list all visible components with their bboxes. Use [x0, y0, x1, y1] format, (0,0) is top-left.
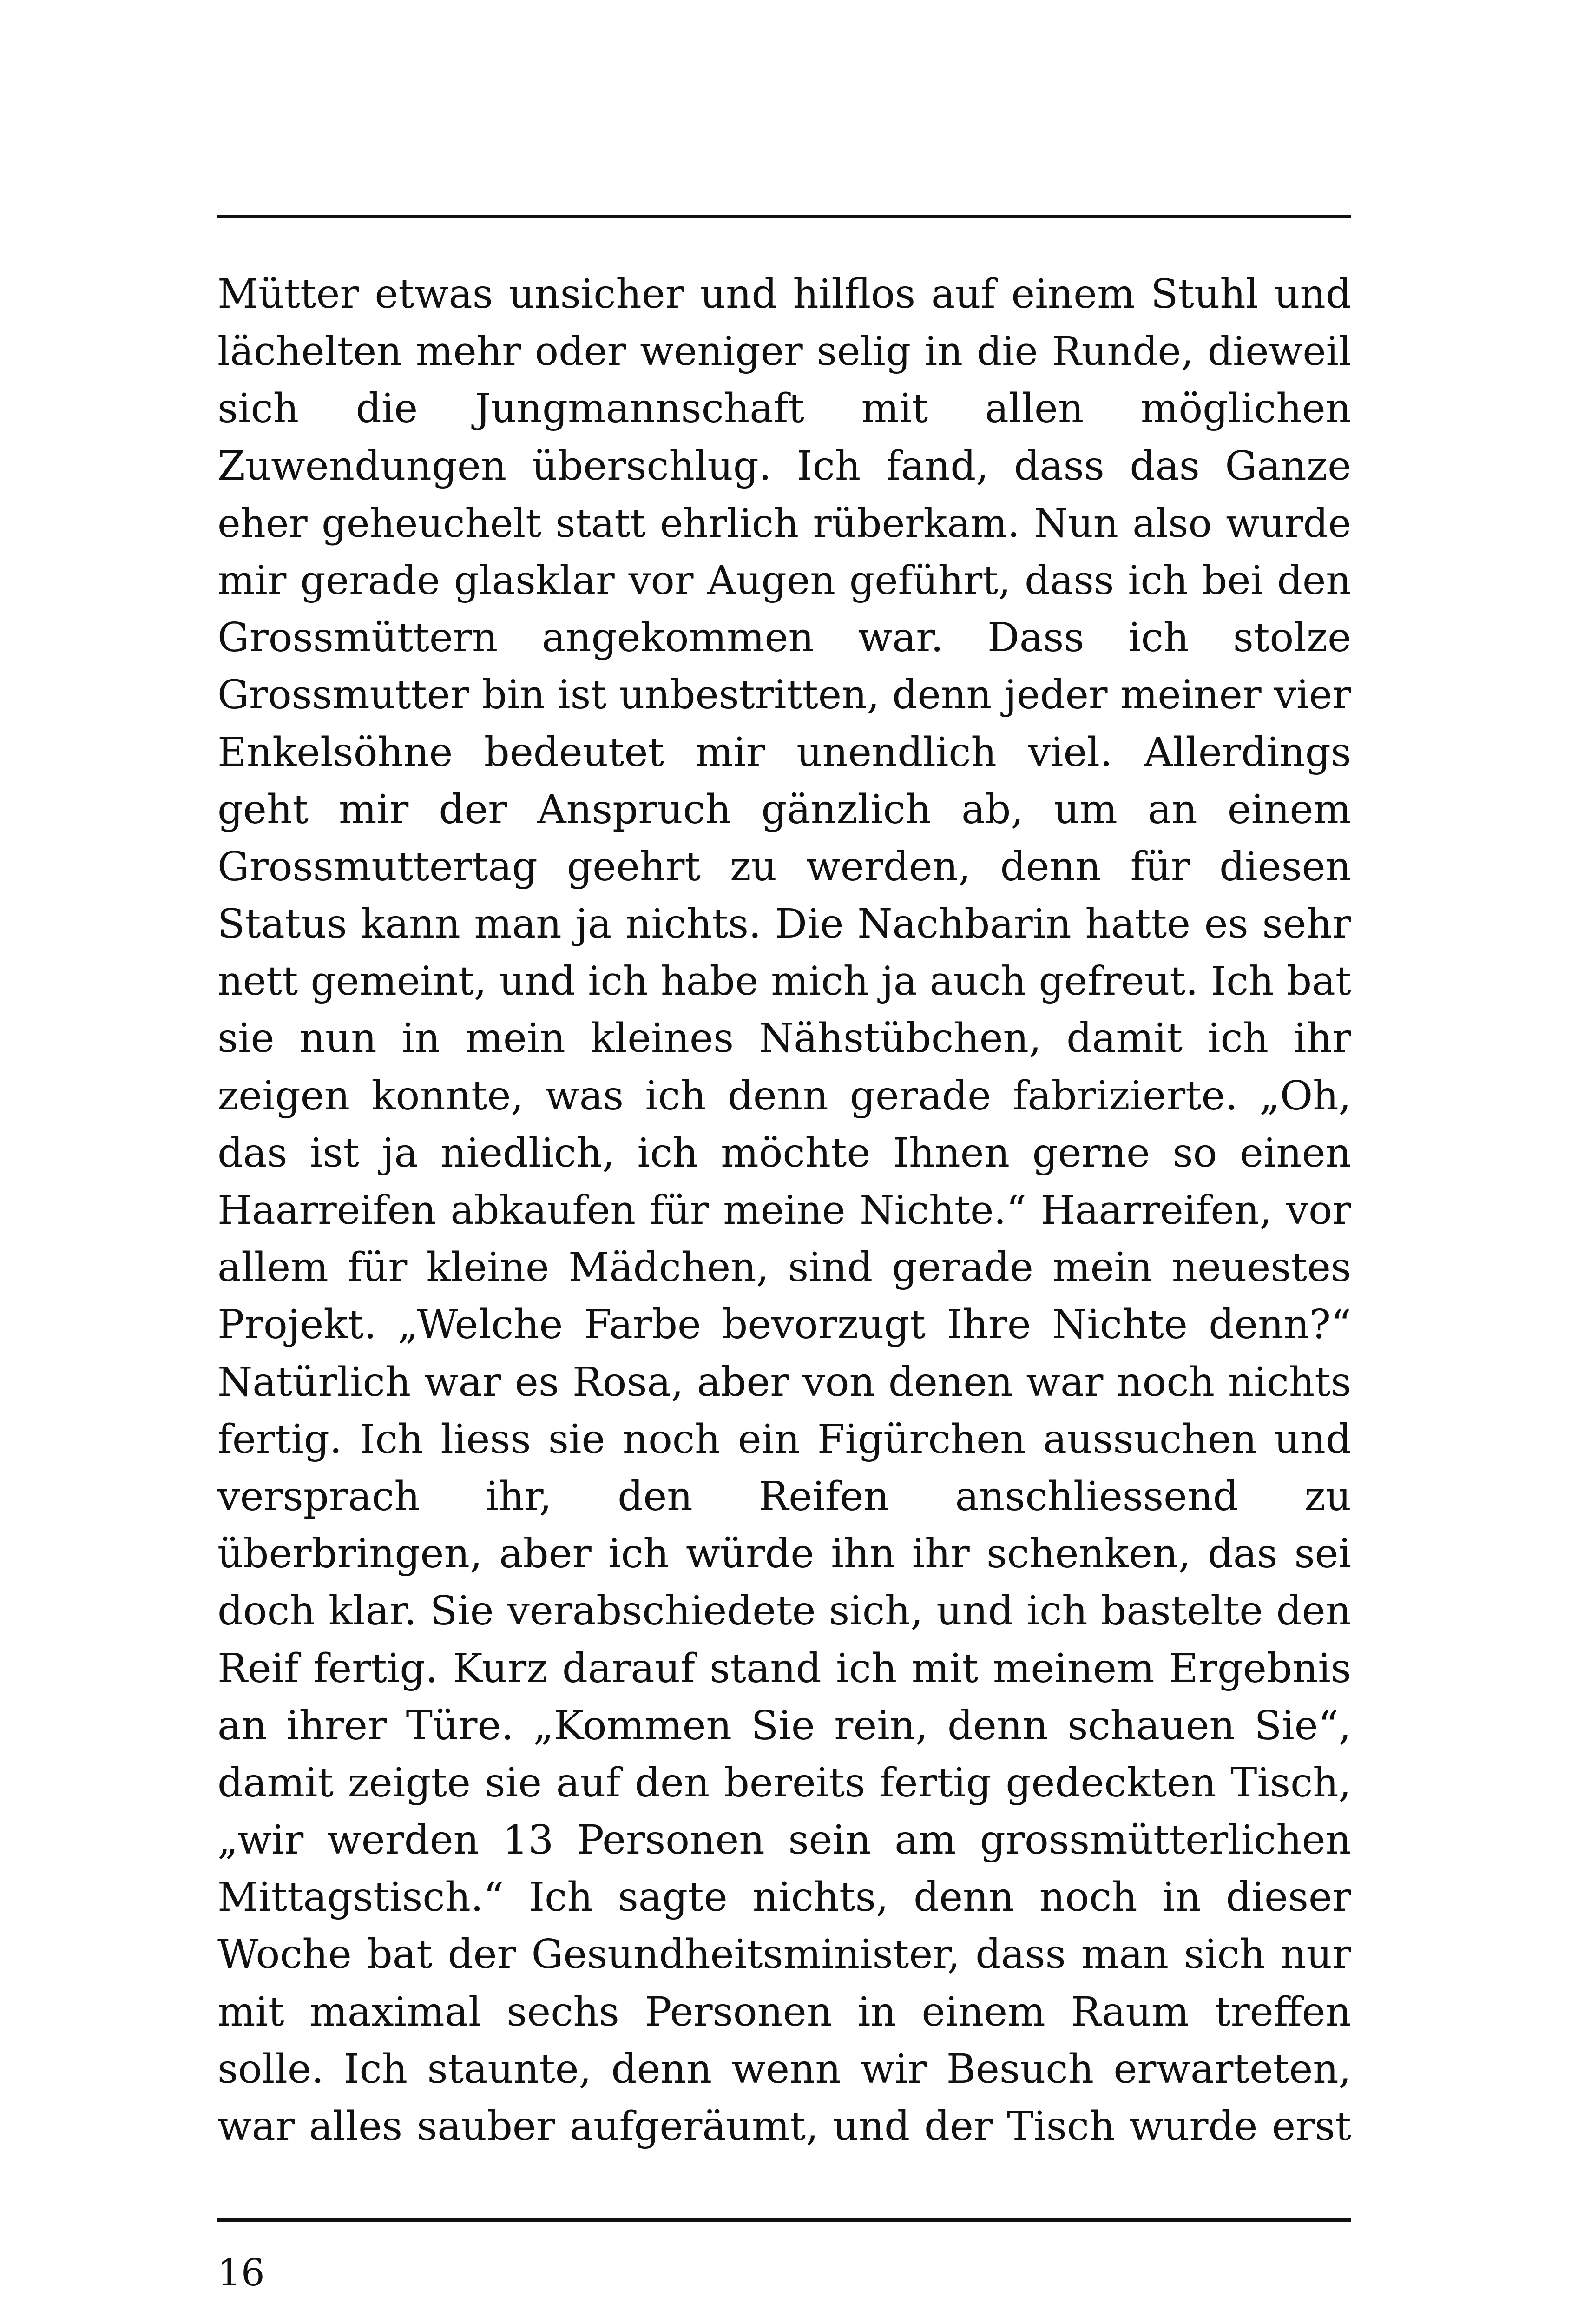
text-line: zeigen konnte, was ich denn gerade fabrizierte. „Oh, [217, 1072, 1351, 1119]
text-line: überbringen, aber ich würde ihn ihr schenken, das sei [217, 1531, 1351, 1578]
text-line: damit zeigte sie auf den bereits fertig gedeckten Tisch, [217, 1759, 1351, 1806]
text-line: sie nun in mein kleines Nähstübchen, damit ich ihr [217, 1015, 1351, 1062]
text-line: Woche bat der Gesundheitsminister, dass man sich nur [217, 1931, 1351, 1978]
text-line: nett gemeint, und ich habe mich ja auch gefreut. Ich bat [217, 958, 1351, 1005]
text-line: an ihrer Türe. „Kommen Sie rein, denn schauen Sie“, [217, 1702, 1351, 1749]
text-line: mir gerade glasklar vor Augen geführt, dass ich bei den [217, 557, 1351, 604]
page-number: 16 [217, 2251, 265, 2294]
text-line: versprach ihr, den Reifen anschliessend zu [217, 1473, 1351, 1520]
text-line: das ist ja niedlich, ich möchte Ihnen gerne so einen [217, 1129, 1351, 1176]
text-line: Mütter etwas unsicher und hilflos auf einem Stuhl und [217, 271, 1351, 317]
text-line: Haarreifen abkaufen für meine Nichte.“ Haarreifen, vor [217, 1188, 1351, 1234]
text-line: Grossmüttern angekommen war. Dass ich stolze [217, 614, 1351, 661]
text-line: mit maximal sechs Personen in einem Raum treffen [217, 1988, 1351, 2035]
text-line: „wir werden 13 Personen sein am grossmütterlichen [217, 1817, 1351, 1864]
header-rule [217, 215, 1351, 218]
text-line: Grossmuttertag geehrt zu werden, denn für diesen [217, 843, 1351, 890]
text-line: Enkelsöhne bedeutet mir unendlich viel. Allerdings [217, 729, 1351, 776]
text-line: solle. Ich staunte, denn wenn wir Besuch erwarteten, [217, 2046, 1351, 2093]
text-line: Status kann man ja nichts. Die Nachbarin hatte es sehr [217, 901, 1351, 948]
text-line: Projekt. „Welche Farbe bevorzugt Ihre Nichte denn?“ [217, 1301, 1351, 1348]
footer-rule [217, 2218, 1351, 2222]
text-line: allem für kleine Mädchen, sind gerade mein neuestes [217, 1244, 1351, 1291]
text-line: Reif fertig. Kurz darauf stand ich mit meinem Ergebnis [217, 1645, 1351, 1692]
text-line: Grossmutter bin ist unbestritten, denn jeder meiner vier [217, 672, 1351, 719]
text-line: Mittagstisch.“ Ich sagte nichts, denn noch in dieser [217, 1874, 1351, 1921]
text-line: lächelten mehr oder weniger selig in die Runde, dieweil [217, 329, 1351, 375]
text-line: eher geheuchelt statt ehrlich rüberkam. Nun also wurde [217, 500, 1351, 546]
text-line: war alles sauber aufgeräumt, und der Tisch wurde erst [217, 2103, 1351, 2150]
text-line: Zuwendungen überschlug. Ich fand, dass das Ganze [217, 442, 1351, 489]
text-line: geht mir der Anspruch gänzlich ab, um an einem [217, 786, 1351, 833]
text-line: sich die Jungmannschaft mit allen möglichen [217, 385, 1351, 432]
text-line: doch klar. Sie verabschiedete sich, und ich bastelte den [217, 1588, 1351, 1635]
text-line: fertig. Ich liess sie noch ein Figürchen aussuchen und [217, 1416, 1351, 1463]
text-line: Natürlich war es Rosa, aber von denen war noch nichts [217, 1359, 1351, 1406]
body-text [217, 266, 1351, 2155]
